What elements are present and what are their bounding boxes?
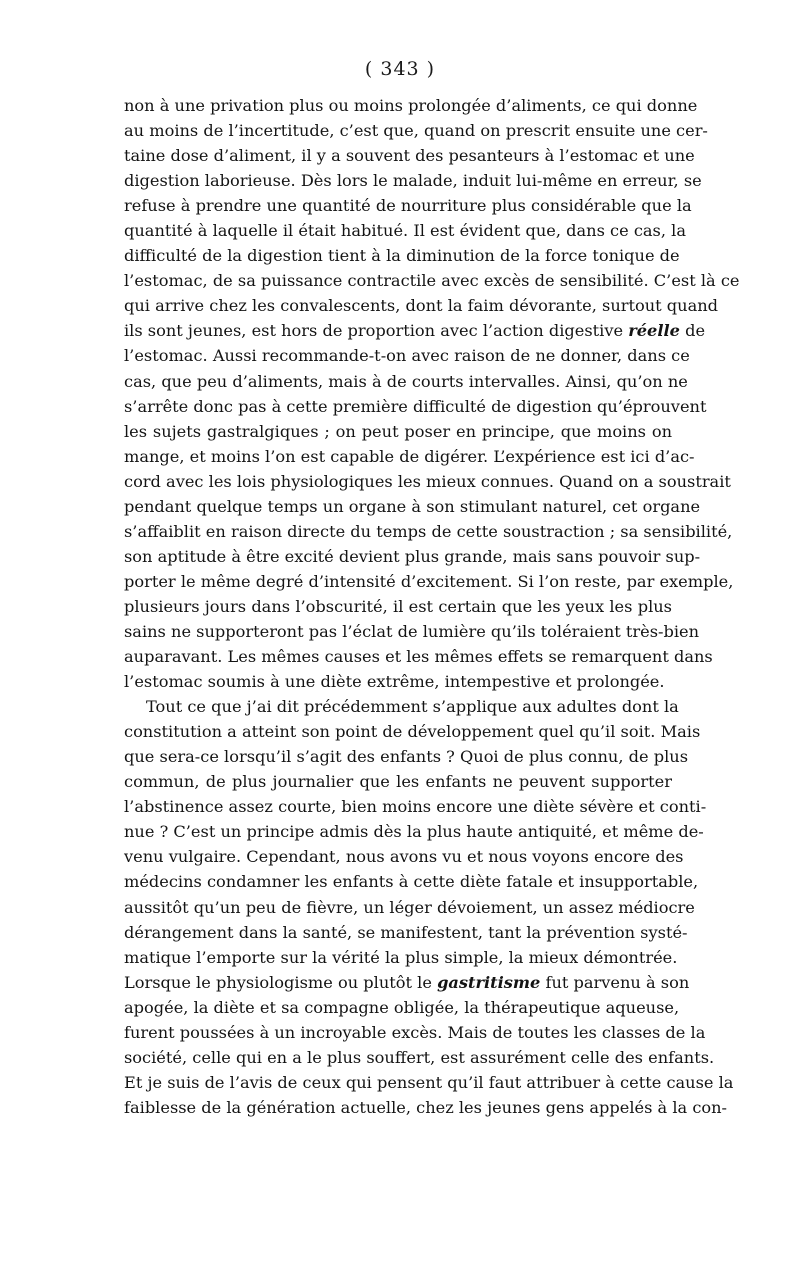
text-line (124, 920, 688, 945)
text-segment: furent poussées à un incroyable excès. Mais de toutes les classes de la (124, 1022, 706, 1042)
text-segment: de (679, 321, 706, 341)
text-line (124, 1020, 706, 1045)
text-segment: Tout ce que j’ai dit précédemment s’applique aux adultes dont la (146, 697, 679, 717)
text-segment: l’estomac. Aussi recommande-t-on avec raison de ne donner, dans ce (124, 346, 690, 366)
text-segment: pendant quelque temps un organe à son stimulant naturel, cet organe (124, 496, 701, 516)
text-line (124, 895, 695, 920)
text-line (124, 819, 704, 844)
text-line (124, 369, 688, 394)
text-segment: faiblesse de la génération actuelle, chez les jeunes gens appelés à la con- (124, 1097, 728, 1117)
text-line (124, 118, 708, 143)
text-segment: commun, de plus journalier que les enfants ne peuvent supporter (124, 772, 672, 792)
text-line (124, 669, 672, 694)
text-line (124, 1070, 734, 1095)
text-line (124, 694, 679, 719)
text-segment: constitution a atteint son point de développement quel qu’il soit. Mais (124, 722, 701, 742)
text-segment: difficulté de la digestion tient à la diminution de la force tonique de (124, 246, 680, 266)
page-number: ( 343 ) (364, 58, 436, 80)
text-line (124, 268, 740, 293)
text-segment: l’abstinence assez courte, bien moins encore une diète sévère et conti- (124, 797, 707, 817)
text-line (124, 419, 672, 444)
text-line (124, 594, 672, 619)
text-segment: les sujets gastralgiques ; on peut poser en principe, que moins on (124, 421, 672, 441)
text-line (124, 193, 692, 218)
text-line (124, 1045, 715, 1070)
text-segment: ils sont jeunes, est hors de proportion avec l’action digestive (124, 321, 629, 341)
text-segment: s’arrête donc pas à cette première difficulté de digestion qu’éprouvent (124, 396, 707, 416)
text-segment: apogée, la diète et sa compagne obligée, la thérapeutique aqueuse, (124, 997, 680, 1017)
text-line (124, 945, 678, 970)
text-line (124, 995, 680, 1020)
body-text (124, 93, 740, 1120)
text-line (124, 494, 701, 519)
text-line (124, 143, 695, 168)
text-line (124, 168, 702, 193)
text-segment: digestion laborieuse. Dès lors le malade, induit lui-même en erreur, se (124, 171, 702, 191)
text-segment: porter le même degré d’intensité d’excitement. Si l’on reste, par exemple, (124, 571, 734, 591)
text-line (124, 218, 686, 243)
text-line (124, 444, 695, 469)
text-segment: son aptitude à être excité devient plus grande, mais sans pouvoir sup- (124, 546, 701, 566)
text-segment: cas, que peu d’aliments, mais à de courts intervalles. Ainsi, qu’on ne (124, 371, 688, 391)
text-segment: Et je suis de l’avis de ceux qui pensent qu’il faut attribuer à cette cause la (124, 1072, 734, 1092)
text-segment: l’estomac, de sa puissance contractile avec excès de sensibilité. C’est là ce (124, 271, 740, 291)
text-line (124, 719, 701, 744)
text-line (124, 869, 699, 894)
text-line (124, 970, 690, 995)
text-line (124, 1095, 728, 1120)
text-segment: venu vulgaire. Cependant, nous avons vu et nous voyons encore des (124, 847, 684, 867)
text-line (124, 794, 707, 819)
text-line (124, 644, 713, 669)
text-line (124, 844, 684, 869)
text-segment: mange, et moins l’on est capable de digérer. L’expérience est ici d’ac- (124, 446, 695, 466)
text-line (124, 318, 706, 343)
text-line (124, 744, 689, 769)
text-line (124, 394, 707, 419)
text-line (124, 519, 733, 544)
text-segment: médecins condamner les enfants à cette diète fatale et insupportable, (124, 872, 699, 892)
text-segment: nue ? C’est un principe admis dès la plus haute antiquité, et même de- (124, 822, 704, 842)
text-segment: au moins de l’incertitude, c’est que, quand on prescrit ensuite une cer- (124, 121, 708, 141)
text-segment: cord avec les lois physiologiques les mieux connues. Quand on a soustrait (124, 471, 731, 491)
text-segment: quantité à laquelle il était habitué. Il est évident que, dans ce cas, la (124, 221, 686, 241)
text-segment: Lorsque le physiologisme ou plutôt le (124, 972, 438, 992)
text-segment: qui arrive chez les convalescents, dont la faim dévorante, surtout quand (124, 296, 719, 316)
text-line (124, 243, 680, 268)
text-segment: plusieurs jours dans l’obscurité, il est certain que les yeux les plus (124, 596, 672, 616)
text-segment: refuse à prendre une quantité de nourriture plus considérable que la (124, 196, 692, 216)
text-line (124, 569, 734, 594)
text-line (124, 293, 719, 318)
text-line (124, 769, 672, 794)
text-segment: l’estomac soumis à une diète extrême, intempestive et prolongée. (124, 672, 665, 692)
emphasized-word: réelle (628, 321, 680, 341)
text-segment: société, celle qui en a le plus souffert, est assurément celle des enfants. (124, 1047, 715, 1067)
text-segment: taine dose d’aliment, il y a souvent des pesanteurs à l’estomac et une (124, 146, 695, 166)
text-segment: que sera-ce lorsqu’il s’agit des enfants ? Quoi de plus connu, de plus (124, 747, 689, 767)
text-line (124, 619, 700, 644)
emphasized-word: gastritisme (437, 972, 541, 992)
text-segment: matique l’emporte sur la vérité la plus simple, la mieux démontrée. (124, 947, 678, 967)
text-segment: non à une privation plus ou moins prolongée d’aliments, ce qui donne (124, 96, 698, 115)
text-segment: dérangement dans la santé, se manifestent, tant la prévention systé- (124, 922, 688, 942)
text-segment: fut parvenu à son (540, 972, 690, 992)
text-segment: auparavant. Les mêmes causes et les mêmes effets se remarquent dans (124, 647, 713, 667)
text-line (124, 544, 701, 569)
text-segment: aussitôt qu’un peu de fièvre, un léger dévoiement, un assez médiocre (124, 897, 695, 917)
text-line (124, 93, 698, 118)
text-segment: s’affaiblit en raison directe du temps de cette soustraction ; sa sensibilité, (124, 521, 733, 541)
text-line (124, 343, 690, 368)
text-line (124, 469, 731, 494)
text-segment: sains ne supporteront pas l’éclat de lumière qu’ils toléraient très-bien (124, 621, 700, 641)
